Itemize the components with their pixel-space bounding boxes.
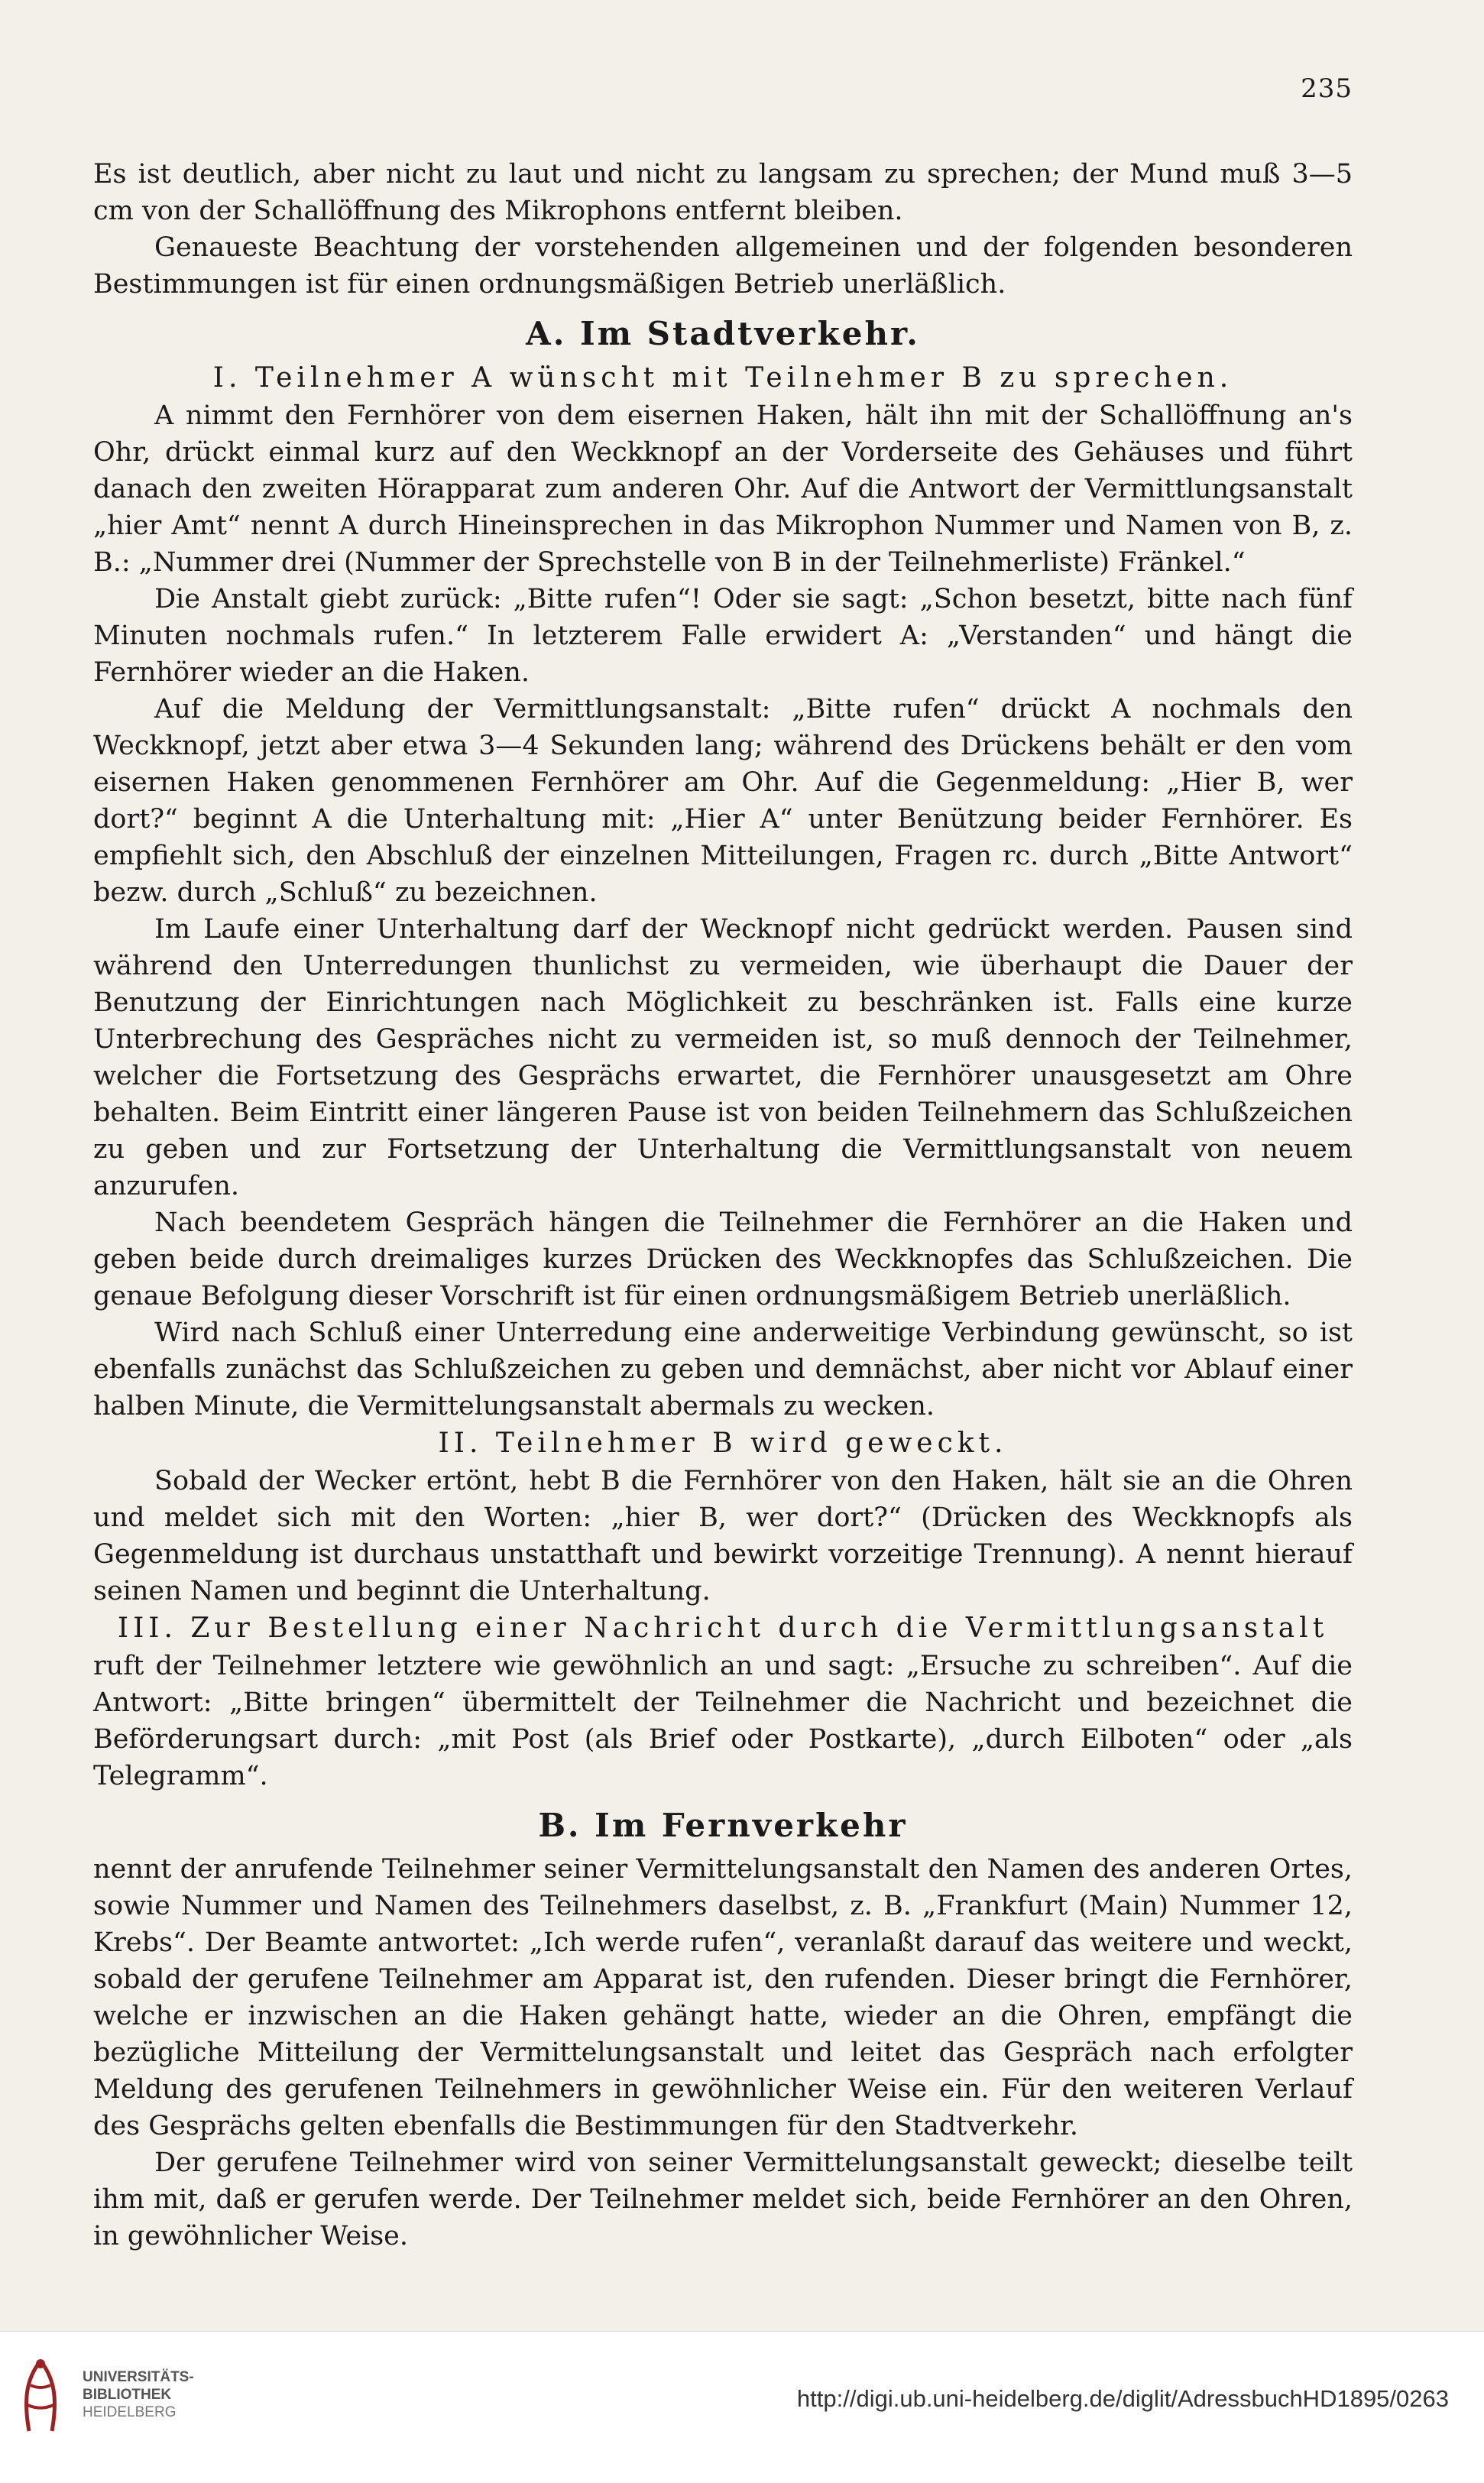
section-a-paragraph: Im Laufe einer Unterhaltung darf der Wecknopf nicht gedrückt werden. Pausen sind während den Unterredungen thunlichst zu vermeiden, wie überhaupt die Dauer der Benutzung der Einrichtungen nach Möglichkeit zu beschränken ist. Falls eine kurze Unterbrechung des Gespräches nicht zu vermeiden ist, so muß dennoch der Teilnehmer, welcher die Fortsetzung des Gesprächs erwartet, die Fernhörer unausgesetzt am Ohre behalten. Beim Eintritt einer längeren Pause ist von beiden Teilnehmern das Schlußzeichen zu geben und zur Fortsetzung der Unterhaltung die Vermittlungsanstalt von neuem anzurufen. [93, 914, 1353, 1201]
section-b-heading: B. Im Fernverkehr [538, 1807, 908, 1844]
section-a-heading: A. Im Stadtverkehr. [526, 315, 920, 352]
section-a-sub-3: III. Zur Bestellung einer Nachricht durch die Vermittlungsanstalt [117, 1613, 1329, 1644]
source-url-link[interactable]: http://digi.ub.uni-heidelberg.de/diglit/AdressbuchHD1895/0263 [796, 2385, 1449, 2412]
section-b-paragraph: Der gerufene Teilnehmer wird von seiner Vermittelungsanstalt geweckt; dieselbe teilt ihm mit, daß er gerufen werde. Der Teilnehmer meldet sich, beide Fernhörer an den Ohren, in gewöhnlicher Weise. [93, 2148, 1353, 2251]
section-a-paragraph: Auf die Meldung der Vermittlungsanstalt: „Bitte rufen“ drückt A nochmals den Weckknopf, jetzt aber etwa 3—4 Sekunden lang; während des Drückens behält er den vom eisernen Haken genommenen Fernhörer am Ohr. Auf die Gegenmeldung: „Hier B, wer dort?“ beginnt A die Unterhaltung mit: „Hier A“ unter Benützung beider Fernhörer. Es empfiehlt sich, den Abschluß der einzelnen Mitteilungen, Fragen rc. durch „Bitte Antwort“ bezw. durch „Schluß“ zu bezeichnen. [93, 694, 1353, 908]
page-number: 235 [1301, 73, 1353, 104]
section-a-paragraph: Wird nach Schluß einer Unterredung eine anderweitige Verbindung gewünscht, so ist ebenfalls zunächst das Schlußzeichen zu geben und demnächst, aber nicht vor Ablauf einer halben Minute, die Vermittelungsanstalt abermals zu wecken. [93, 1318, 1353, 1421]
section-b-paragraph: nennt der anrufende Teilnehmer seiner Vermittelungsanstalt den Namen des anderen Ortes, sowie Nummer und Namen des Teilnehmers daselbst, z. B. „Frankfurt (Main) Nummer 12, Krebs“. Der Beamte antwortet: „Ich werde rufen“, veranlaßt darauf das weitere und weckt, sobald der gerufene Teilnehmer am Apparat ist, den rufenden. Dieser bringt die Fernhörer, welche er inzwischen an die Haken gehängt hatte, wieder an die Ohren, empfängt die bezügliche Mitteilung der Vermittelungsanstalt und leitet das Gespräch nach erfolgter Meldung des gerufenen Teilnehmers in gewöhnlicher Weise ein. Für den weiteren Verlauf des Gesprächs gelten ebenfalls die Bestimmungen für den Stadtverkehr. [93, 1854, 1353, 2141]
library-logo-icon [14, 2355, 67, 2439]
section-a-sub-2: II. Teilnehmer B wird geweckt. [438, 1428, 1008, 1459]
library-name-line-1: UNIVERSITÄTS- [83, 2369, 194, 2385]
intro-paragraph-2: Genaueste Beachtung der vorstehenden allgemeinen und der folgenden besonderen Bestimmungen ist für einen ordnungsmäßigen Betrieb unerläßlich. [93, 232, 1353, 300]
library-name-line-3: HEIDELBERG [83, 2404, 177, 2420]
page-text [93, 156, 1353, 2254]
intro-paragraph-1: Es ist deutlich, aber nicht zu laut und nicht zu langsam zu sprechen; der Mund muß 3—5 cm von der Schallöffnung des Mikrophons entfernt bleiben. [93, 159, 1353, 226]
section-a-paragraph: Die Anstalt giebt zurück: „Bitte rufen“! Oder sie sagt: „Schon besetzt, bitte nach fünf Minuten nochmals rufen.“ In letzterem Falle erwidert A: „Verstanden“ und hängt die Fernhörer wieder an die Haken. [93, 584, 1353, 688]
footer [0, 2331, 1484, 2483]
section-a-sub-1: I. Teilnehmer A wünscht mit Teilnehmer B zu sprechen. [212, 362, 1233, 394]
section-a-paragraph: Sobald der Wecker ertönt, hebt B die Fernhörer von den Haken, hält sie an die Ohren und meldet sich mit den Worten: „hier B, wer dort?“ (Drücken des Weckknopfs als Gegenmeldung ist durchaus unstatthaft und bewirkt vorzeitige Trennung). A nennt hierauf seinen Namen und beginnt die Unterhaltung. [93, 1466, 1353, 1606]
section-a-paragraph: ruft der Teilnehmer letztere wie gewöhnlich an und sagt: „Ersuche zu schreiben“. Auf die Antwort: „Bitte bringen“ übermittelt der Teilnehmer die Nachricht und bezeichnet die Beförderungsart durch: „mit Post (als Brief oder Postkarte), „durch Eilboten“ oder „als Telegramm“. [93, 1651, 1353, 1791]
section-a-paragraph: Nach beendetem Gespräch hängen die Teilnehmer die Fernhörer an die Haken und geben beide durch dreimaliges kurzes Drücken des Weckknopfes das Schlußzeichen. Die genaue Befolgung dieser Vorschrift ist für einen ordnungsmäßigem Betrieb unerläßlich. [93, 1207, 1353, 1311]
library-name-line-2: BIBLIOTHEK [83, 2387, 172, 2403]
library-name [83, 2368, 194, 2421]
section-a-paragraph: A nimmt den Fernhörer von dem eisernen Haken, hält ihn mit der Schallöffnung an's Ohr, drückt einmal kurz auf den Weckknopf an der Vorderseite des Gehäuses und führt danach den zweiten Hörapparat zum anderen Ohr. Auf die Antwort der Vermittlungsanstalt „hier Amt“ nennt A durch Hineinsprechen in das Mikrophon Nummer und Namen von B, z. B.: „Nummer drei (Nummer der Sprechstelle von B in der Teilnehmerliste) Fränkel.“ [93, 400, 1353, 578]
